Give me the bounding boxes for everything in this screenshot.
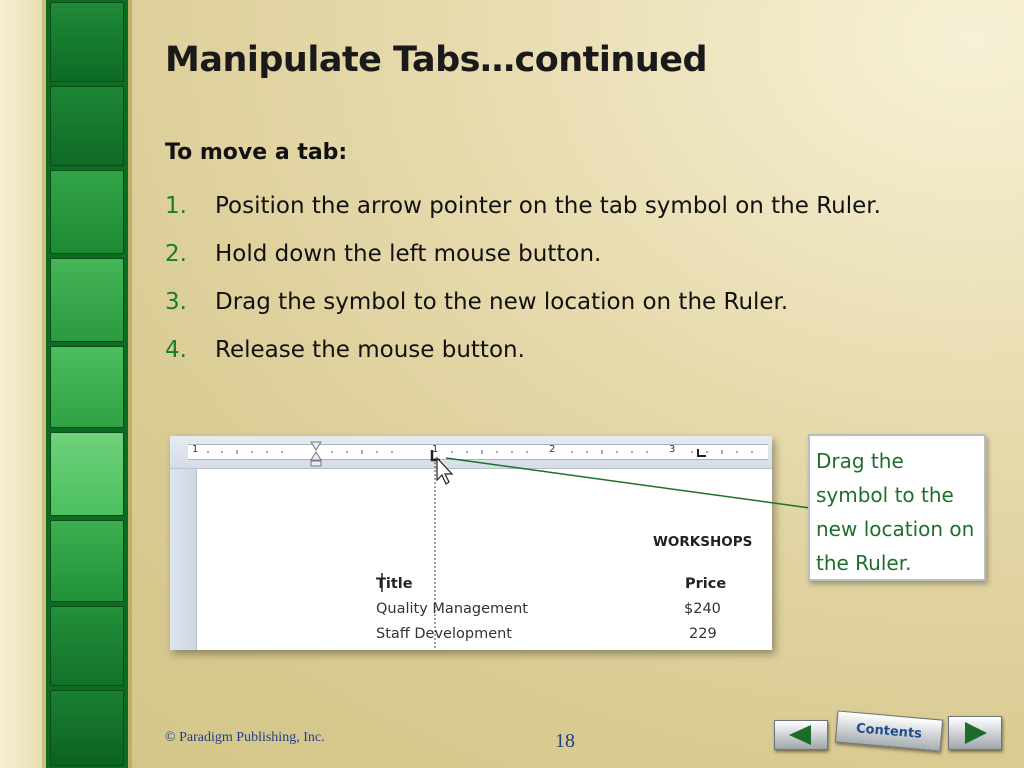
step-item xyxy=(165,186,955,226)
column-price-header: Price xyxy=(685,576,727,592)
row-price: $240 xyxy=(684,601,721,617)
step-text: Hold down the left mouse button. xyxy=(215,241,602,267)
sidebar-segment xyxy=(50,606,124,686)
next-arrow-icon xyxy=(949,717,1001,749)
hourglass-indent-icon[interactable] xyxy=(309,436,323,468)
vertical-ruler xyxy=(170,469,197,650)
sidebar-segment xyxy=(50,520,124,602)
steps-list xyxy=(165,186,955,378)
prev-arrow-icon xyxy=(775,721,827,749)
word-screenshot xyxy=(170,436,772,650)
tab-stop-icon xyxy=(698,449,706,456)
step-item xyxy=(165,330,955,370)
sidebar-segment xyxy=(50,86,124,166)
step-number: 2. xyxy=(165,241,187,267)
step-number: 4. xyxy=(165,337,187,363)
row-price: 229 xyxy=(689,626,717,642)
workshops-heading: WORKSHOPS xyxy=(653,534,753,550)
ruler-number: 3 xyxy=(669,444,676,455)
step-text: Position the arrow pointer on the tab symbol on the Ruler. xyxy=(215,193,881,219)
step-item xyxy=(165,234,955,274)
ruler-strip xyxy=(188,444,768,460)
row-title: Staff Development xyxy=(376,626,512,642)
callout-box: Drag the symbol to the new location on the Ruler. xyxy=(808,434,986,581)
copyright-text: © Paradigm Publishing, Inc. xyxy=(165,730,325,745)
step-text: Release the mouse button. xyxy=(215,337,525,363)
page-number: 18 xyxy=(555,730,575,752)
row-title: Quality Management xyxy=(376,601,528,617)
sidebar-segment xyxy=(50,432,124,516)
step-text: Drag the symbol to the new location on the Ruler. xyxy=(215,289,789,315)
ruler-ticks xyxy=(188,445,768,459)
previous-slide-button[interactable] xyxy=(774,720,828,750)
step-number: 1. xyxy=(165,193,187,219)
sidebar-segment xyxy=(50,2,124,82)
column-title-header: Title xyxy=(376,576,413,592)
ruler[interactable] xyxy=(170,436,772,469)
green-sidebar xyxy=(42,0,132,768)
step-number: 3. xyxy=(165,289,187,315)
sidebar-segment xyxy=(50,170,124,254)
ruler-number: 2 xyxy=(549,444,556,455)
contents-button[interactable]: Contents xyxy=(835,710,943,751)
slide-title: Manipulate Tabs…continued xyxy=(165,40,708,80)
intro-heading: To move a tab: xyxy=(165,140,348,165)
step-item xyxy=(165,282,955,322)
sidebar-segment xyxy=(50,690,124,766)
sidebar-segment xyxy=(50,346,124,428)
ruler-number: 1 xyxy=(432,444,439,455)
left-edge-background xyxy=(0,0,42,768)
ruler-number: 1 xyxy=(192,444,199,455)
sidebar-segment xyxy=(50,258,124,342)
next-slide-button[interactable] xyxy=(948,716,1002,750)
